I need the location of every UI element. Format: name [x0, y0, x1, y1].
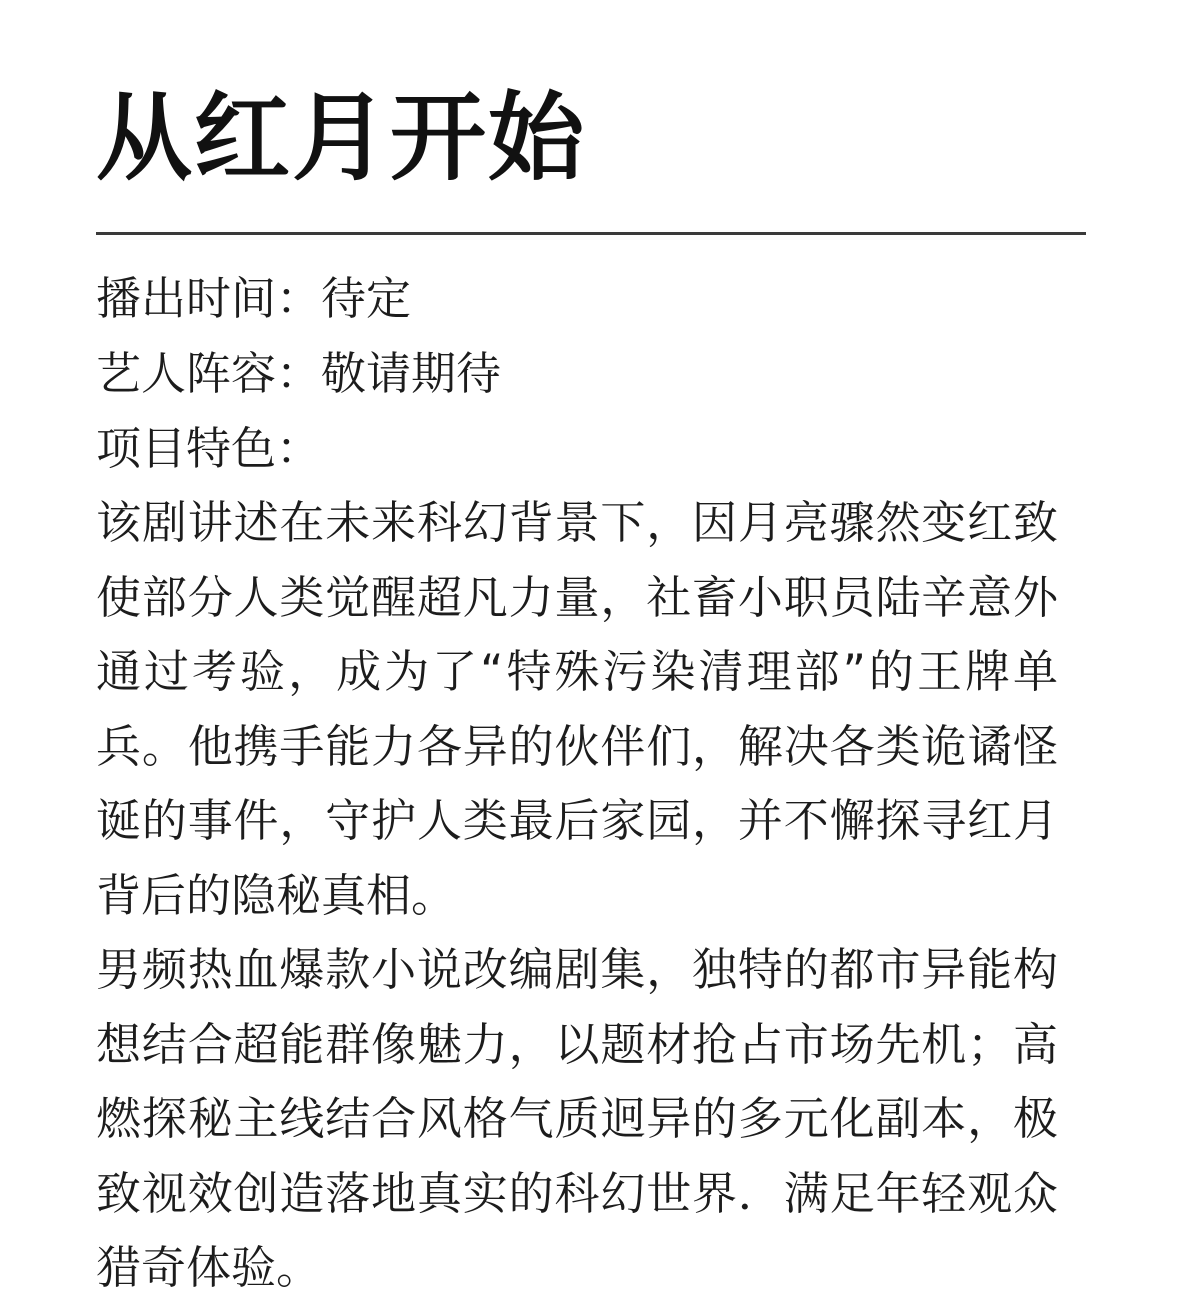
highlights-paragraph: 男频热血爆款小说改编剧集，独特的都市异能构想结合超能群像魅力，以题材抢占市场先机；高燃探秘主线结合风格气质迥异的多元化副本，极致视效创造落地真实的科幻世界．满足年轻观众猎奇体验。 — [96, 943, 1058, 1294]
air-time-label: 播出时间： — [96, 272, 322, 325]
features-label: 项目特色： — [96, 422, 322, 475]
features-row — [96, 411, 1086, 486]
page-title: 从红月开始 — [96, 82, 586, 194]
project-description — [96, 486, 1058, 1306]
cast-value: 敬请期待 — [321, 347, 502, 400]
cast-row — [96, 336, 1086, 411]
air-time-value: 待定 — [321, 272, 412, 325]
cast-label: 艺人阵容： — [96, 347, 322, 400]
air-time-row — [96, 261, 1086, 336]
synopsis-paragraph: 该剧讲述在未来科幻背景下，因月亮骤然变红致使部分人类觉醒超凡力量，社畜小职员陆辛意外通过考验，成为了“特殊污染清理部”的王牌单兵。他携手能力各异的伙伴们，解决各类诡谲怪诞的事件，守护人类最后家园，并不懈探寻红月背后的隐秘真相。 — [96, 496, 1058, 922]
document-page — [96, 0, 1086, 1306]
project-meta — [96, 261, 1086, 486]
title-divider — [96, 232, 1086, 235]
